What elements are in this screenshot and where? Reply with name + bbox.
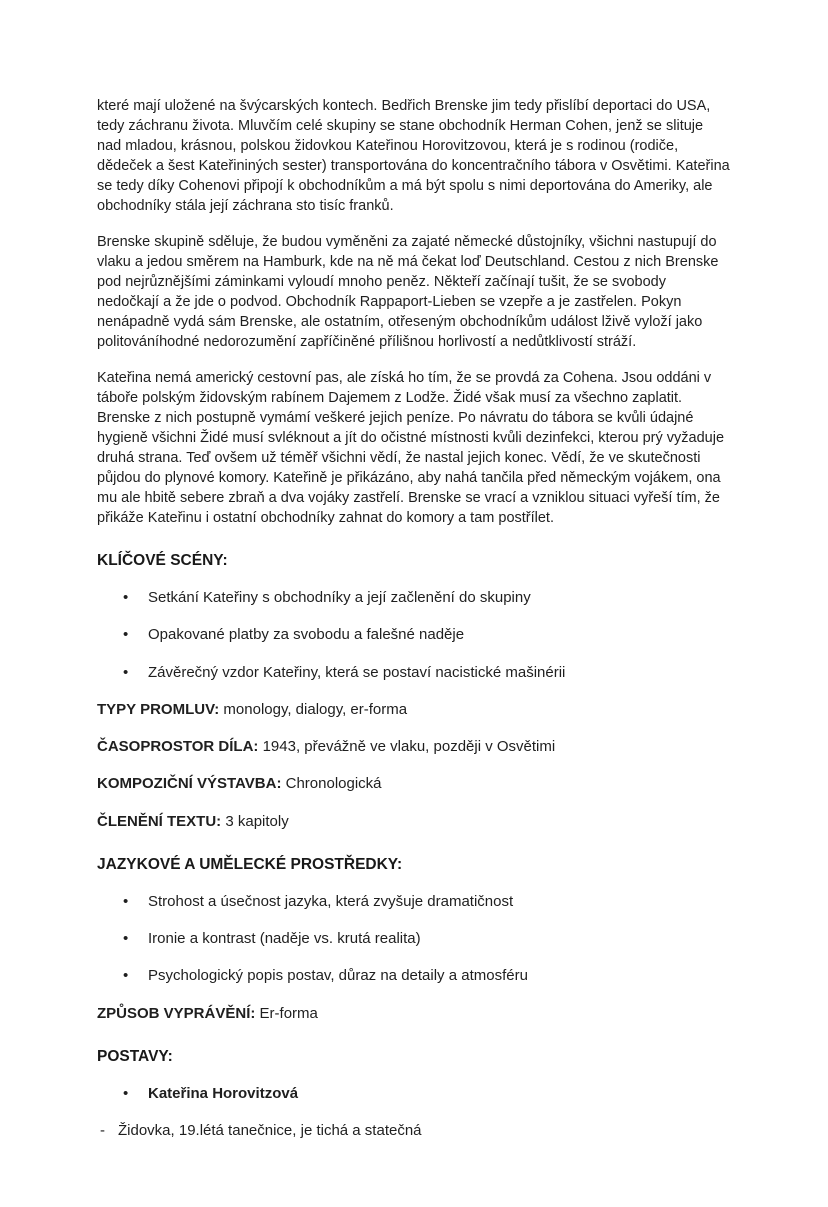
bullet-icon: • [123, 626, 129, 644]
list-item [97, 625, 730, 645]
list-item [97, 929, 730, 949]
plot-paragraph-1: které mají uložené na švýcarských kontech. Bedřich Brenske jim tedy přislíbí deportaci do USA, tedy záchranu života. Mluvčím celé skupiny se stane obchodník Herman Cohen, jenž se slituje nad mladou, krásnou, polskou židovkou Kateřinou Horovitzovou, která je s rodinou (rodiče, dědeček a šest Kateřininých sester) transportována do koncentračního tábora v Osvětimi. Kateřina se tedy díky Cohenovi připojí k obchodníkům a má být spolu s nimi deportována do Ameriky, ale obchodníky stála její záchrana sto tisíc franků. [97, 98, 730, 214]
bullet-icon: • [123, 892, 129, 910]
list-item [97, 966, 730, 986]
field-label: TYPY PROMLUV: [97, 700, 220, 718]
field-cleneni-textu [97, 812, 730, 832]
section-heading-language-devices: JAZYKOVÉ A UMĚLECKÉ PROSTŘEDKY: [97, 855, 403, 873]
bullet-icon: • [123, 967, 129, 985]
dash-icon: - [100, 1122, 105, 1139]
field-value: monology, dialogy, er-forma [219, 700, 408, 718]
list-item-text: Závěrečný vzdor Kateřiny, která se postaví nacistické mašinérii [148, 663, 566, 681]
list-item-text: Ironie a kontrast (naděje vs. krutá realita) [148, 930, 421, 947]
character-name-item [97, 1084, 730, 1104]
character-name: Kateřina Horovitzová [148, 1084, 299, 1102]
field-label: KOMPOZIČNÍ VÝSTAVBA: [97, 775, 282, 793]
character-detail-text: Židovka, 19.létá tanečnice, je tichá a statečná [118, 1122, 422, 1139]
list-item-text: Setkání Kateřiny s obchodníky a její začlenění do skupiny [148, 589, 531, 606]
list-item [97, 892, 730, 912]
character-detail-item [97, 1121, 730, 1141]
list-item [97, 663, 730, 683]
field-zpusob-vypraveni [97, 1004, 730, 1024]
bullet-icon: • [123, 930, 129, 947]
list-item-text: Opakované platby za svobodu a falešné naděje [148, 626, 465, 644]
list-item-text: Psychologický popis postav, důraz na detaily a atmosféru [148, 967, 528, 985]
list-item [97, 588, 730, 608]
plot-paragraph-3: Kateřina nemá americký cestovní pas, ale získá ho tím, že se provdá za Cohena. Jsou oddáni v táboře polským židovským rabínem Dajemem z Lodže. Židé však musí za všechno zaplatit. Brenske z nich postupně vymámí veškeré jejich peníze. Po návratu do tábora se kvůli údajné hygieně všichni Židé musí svléknout a jít do očistné místnosti kvůli dezinfekci, kterou prý vyžaduje druhá strana. Teď ovšem už téměř všichni vědí, že nastal jejich konec. Vědí, že ve skutečnosti půjdou do plynové komory. Kateřině je přikázáno, aby nahá tančila před německým vojákem, ona mu ale hbitě sebere zbraň a dva vojáky zastřelí. Brenske se vrací a vzniklou situaci vyřeší tím, že přikáže Kateřinu i ostatní obchodníky zahnat do komory a tam postřílet. [97, 370, 725, 526]
field-casoprostor-dila [97, 737, 730, 757]
field-label: ČASOPROSTOR DÍLA: [97, 738, 259, 755]
field-value: 3 kapitoly [221, 812, 289, 830]
plot-paragraph-2: Brenske skupině sděluje, že budou vyměněni za zajaté německé důstojníky, všichni nastupují do vlaku a jedou směrem na Hamburk, kde na ně má čekat loď Deutschland. Cestou z nich Brenske pod nejrůznějšími záminkami vyloudí mnoho peněz. Někteří začínají tušit, že se svobody nedočkají a že jde o podvod. Obchodník Rappaport-Lieben se vzepře a je zastřelen. Pokyn nenápadně vydá sám Brenske, ale ostatním, otřeseným obchodníkům událost lživě vyloží jako politováníhodné nedorozumění zapříčiněné přílišnou horlivostí a nedůtklivostí stráží. [97, 234, 719, 350]
section-heading-key-scenes: KLÍČOVÉ SCÉNY: [97, 552, 228, 569]
bullet-icon: • [123, 663, 129, 681]
field-value: 1943, převážně ve vlaku, později v Osvětimi [258, 738, 556, 755]
field-label: ČLENĚNÍ TEXTU: [97, 812, 222, 830]
bullet-icon: • [123, 1084, 129, 1102]
bullet-icon: • [123, 589, 129, 606]
list-item-text: Strohost a úsečnost jazyka, která zvyšuje dramatičnost [148, 892, 514, 910]
section-heading-postavy: POSTAVY: [97, 1047, 173, 1065]
field-value: Chronologická [281, 775, 382, 793]
field-label: ZPŮSOB VYPRÁVĚNÍ: [97, 1004, 256, 1022]
field-typy-promluv [97, 700, 730, 720]
field-kompozicni-vystavba [97, 774, 730, 794]
field-value: Er-forma [255, 1004, 318, 1022]
